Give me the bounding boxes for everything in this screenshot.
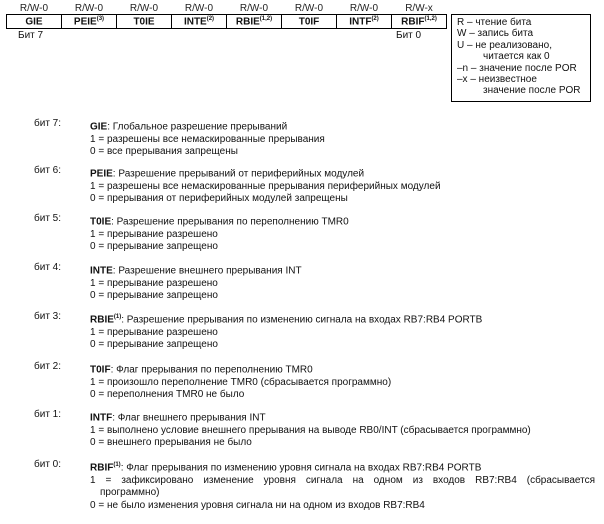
access-cell: R/W-0: [349, 2, 379, 14]
bit-option: 1 = разрешены все немаскированные прерывания периферийных модулей: [90, 180, 441, 192]
bit-option: 0 = переполнения TMR0 не было: [90, 389, 245, 401]
access-row: [7, 2, 447, 15]
bit-title: GIE: Глобальное разрешение прерываний: [90, 121, 288, 133]
bit-0-marker: Бит 0: [396, 30, 422, 41]
legend-box: [451, 14, 591, 102]
register-table: [6, 2, 447, 29]
access-cell: R/W-0: [19, 2, 49, 14]
access-cell: R/W-0: [74, 2, 104, 14]
bit-title: INTF: Флаг внешнего прерывания INT: [90, 412, 266, 424]
legend-item: U – не реализовано,: [457, 39, 552, 51]
bit-label: бит 3:: [34, 311, 62, 322]
bit-option: 1 = выполнено условие внешнего прерывания на выводе RB0/INT (сбрасывается программно): [90, 424, 531, 436]
bit-label: бит 1:: [34, 409, 62, 420]
bit-name-cell: RBIF$^{(1,2)}$: [392, 15, 447, 29]
access-cell: R/W-0: [184, 2, 214, 14]
legend-item: R – чтение бита: [457, 17, 532, 28]
legend-item: –n – значение после POR: [457, 62, 577, 74]
bit-names-row: [7, 15, 447, 29]
legend-item: значение после POR: [483, 85, 581, 97]
bit-option: 0 = прерывания от периферийных модулей запрещены: [90, 193, 348, 205]
bit-name-cell: RBIE$^{(1,2)}$: [227, 15, 282, 29]
bit-label: бит 6:: [34, 165, 62, 176]
bit-option: 0 = прерывание запрещено: [90, 339, 218, 351]
bit-option: 0 = все прерывания запрещены: [90, 146, 238, 158]
legend-item: читается как 0: [483, 51, 550, 63]
bit-label: бит 4:: [34, 262, 62, 273]
bit-name-cell: INTE$^{(2)}$: [172, 15, 227, 29]
bit-option: 1 = зафиксировано изменение уровня сигнала на одном из входов RB7:RB4 (сбрасывается: [90, 474, 595, 486]
access-cell: R/W-0: [239, 2, 269, 14]
access-cell: R/W-x: [405, 2, 433, 14]
bit-title: PEIE: Разрешение прерываний от периферийных модулей: [90, 168, 365, 180]
bit-name-cell: T0IF: [282, 15, 337, 29]
bit-label: бит 0:: [34, 459, 62, 470]
bit-title: T0IF: Флаг прерывания по переполнению TMR0: [90, 364, 313, 376]
legend-item: –x – неизвестное: [457, 74, 537, 86]
bit-label: бит 7:: [34, 118, 62, 129]
bit-label: бит 2:: [34, 361, 62, 372]
bit-option: 0 = внешнего прерывания не было: [90, 437, 252, 449]
bit-label: бит 5:: [34, 213, 62, 224]
bit-title: T0IE: Разрешение прерывания по переполнению TMR0: [90, 216, 349, 228]
bit-name-cell: GIE: [7, 15, 62, 29]
bit-title: RBIE$^{(1)}$: Разрешение прерывания по изменению сигнала на входах RB7:RB4 PORTB: [90, 314, 483, 326]
legend-item: W – запись бита: [457, 28, 534, 40]
bit-option: 0 = прерывание запрещено: [90, 290, 218, 302]
bit-option: 1 = разрешены все немаскированные прерывания: [90, 133, 325, 145]
bit-option-continuation: программно): [100, 487, 160, 499]
bit-option: 0 = прерывание запрещено: [90, 241, 218, 253]
bit-option: 0 = не было изменения уровня сигнала ни на одном из входов RB7:RB4: [90, 499, 425, 511]
bit-7-marker: Бит 7: [18, 30, 44, 41]
bit-name-cell: PEIE$^{(3)}$: [62, 15, 117, 29]
bit-title: INTE: Разрешение внешнего прерывания INT: [90, 265, 302, 277]
bit-option: 1 = прерывание разрешено: [90, 277, 218, 289]
bit-option: 1 = прерывание разрешено: [90, 228, 218, 240]
bit-name-cell: T0IE: [117, 15, 172, 29]
bit-title: RBIF$^{(1)}$: Флаг прерывания по изменению уровня сигнала на входах RB7:RB4 PORTB: [90, 462, 482, 474]
bit-name-cell: INTF$^{(2)}$: [337, 15, 392, 29]
bit-option: 1 = произошло переполнение TMR0 (сбрасывается программно): [90, 376, 392, 388]
access-cell: R/W-0: [129, 2, 159, 14]
bit-option: 1 = прерывание разрешено: [90, 326, 218, 338]
access-cell: R/W-0: [294, 2, 324, 14]
